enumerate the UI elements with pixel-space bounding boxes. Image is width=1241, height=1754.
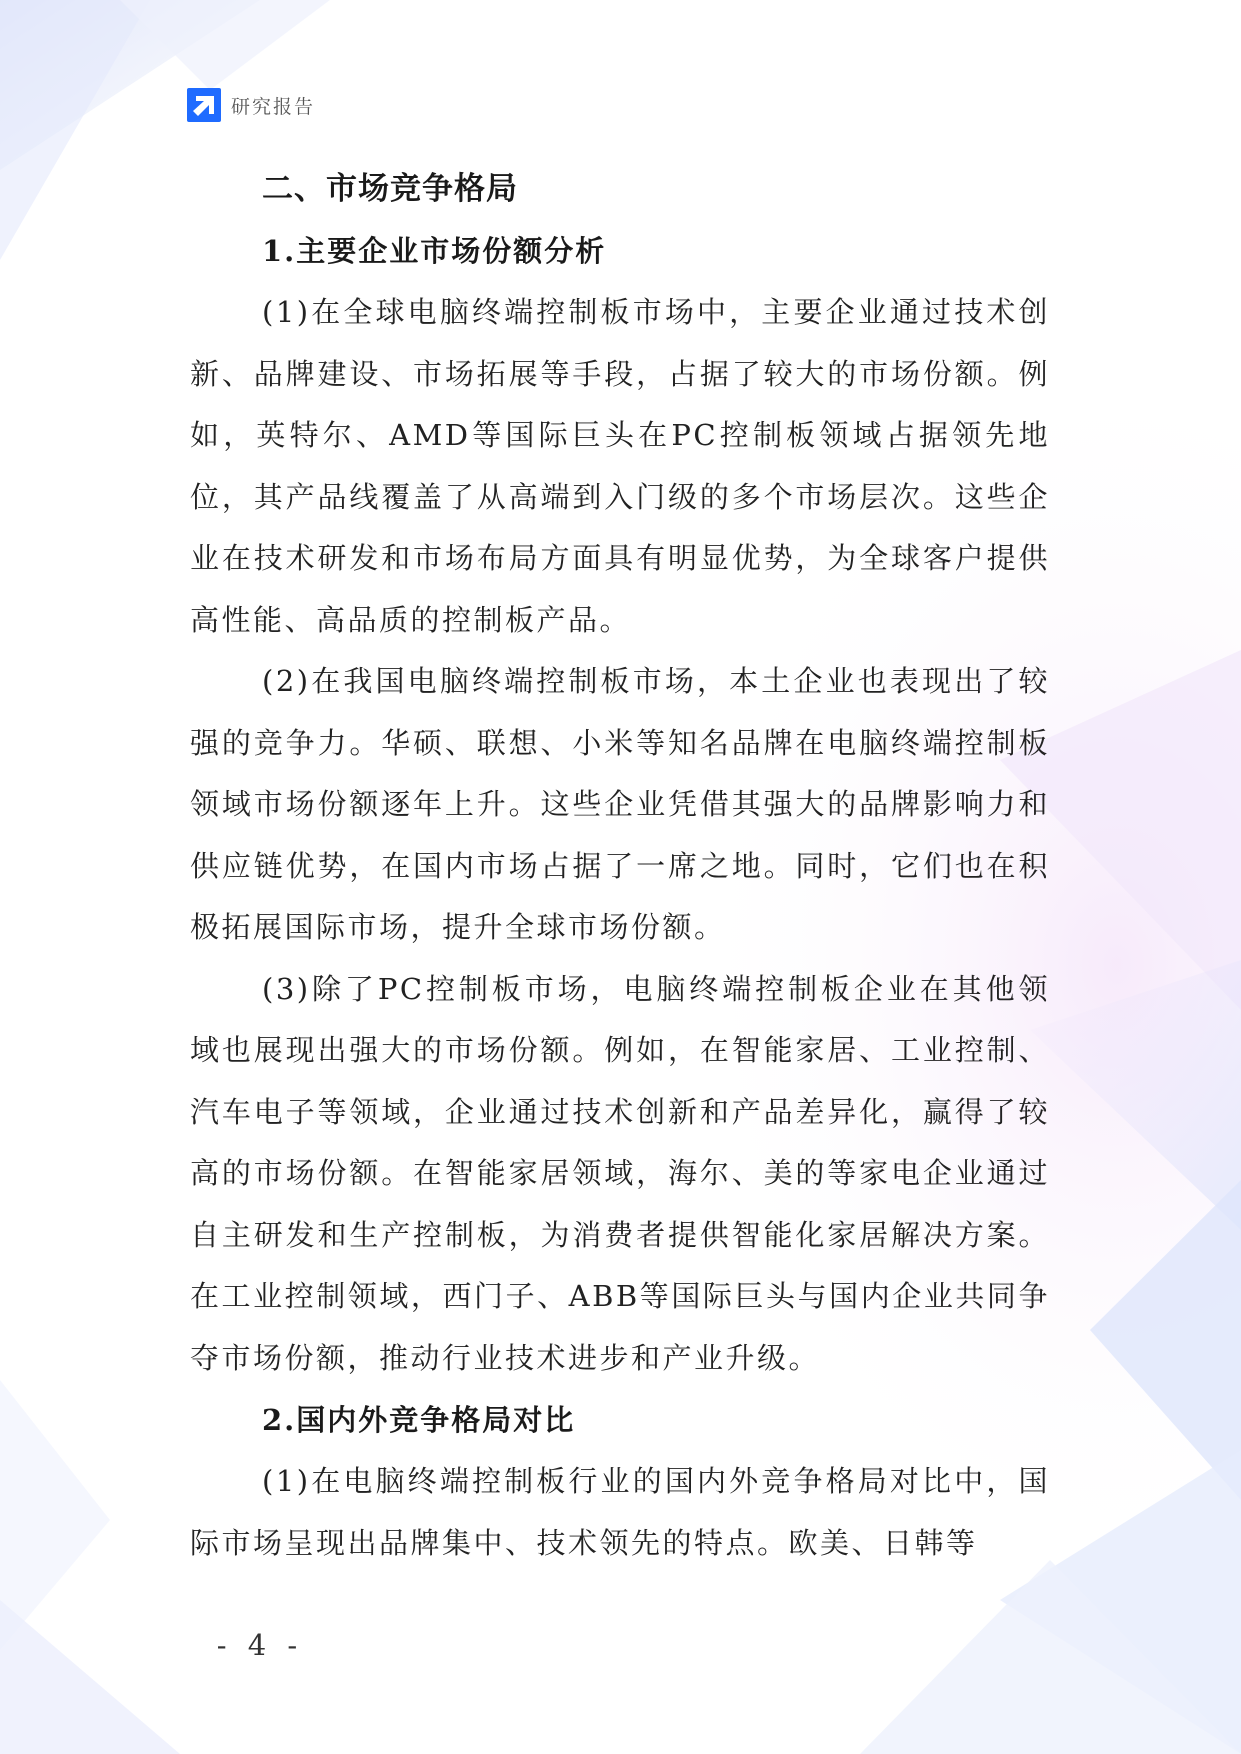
subsection-title-1: 1.主要企业市场份额分析	[262, 234, 607, 268]
paragraph: (2)在我国电脑终端控制板市场，本土企业也表现出了较强的竞争力。华硕、联想、小米等知名品牌在电脑终端控制板领域市场份额逐年上升。这些企业凭借其强大的品牌影响力和供应链优势，在国内市场占据了一席之地。同时，它们也在积极拓展国际市场，提升全球市场份额。	[190, 664, 1050, 944]
header-label: 研究报告	[231, 95, 316, 118]
page-number: - 4 -	[216, 1628, 304, 1662]
paragraph: (1)在全球电脑终端控制板市场中，主要企业通过技术创新、品牌建设、市场拓展等手段，占据了较大的市场份额。例如，英特尔、AMD等国际巨头在PC控制板领域占据领先地位，其产品线覆盖了从高端到入门级的多个市场层次。这些企业在技术研发和市场布局方面具有明显优势，为全球客户提供高性能、高品质的控制板产品。	[190, 295, 1050, 637]
document-body	[190, 158, 1050, 1574]
report-arrow-logo-icon	[187, 88, 221, 122]
report-header	[187, 88, 315, 122]
section-title: 二、市场竞争格局	[262, 171, 518, 207]
subsection-title-2: 2.国内外竞争格局对比	[262, 1403, 576, 1437]
paragraph: (3)除了PC控制板市场，电脑终端控制板企业在其他领域也展现出强大的市场份额。例如，在智能家居、工业控制、汽车电子等领域，企业通过技术创新和产品差异化，赢得了较高的市场份额。在智能家居领域，海尔、美的等家电企业通过自主研发和生产控制板，为消费者提供智能化家居解决方案。在工业控制领域，西门子、ABB等国际巨头与国内企业共同争夺市场份额，推动行业技术进步和产业升级。	[190, 971, 1050, 1375]
paragraph: (1)在电脑终端控制板行业的国内外竞争格局对比中，国际市场呈现出品牌集中、技术领先的特点。欧美、日韩等	[190, 1464, 1050, 1560]
